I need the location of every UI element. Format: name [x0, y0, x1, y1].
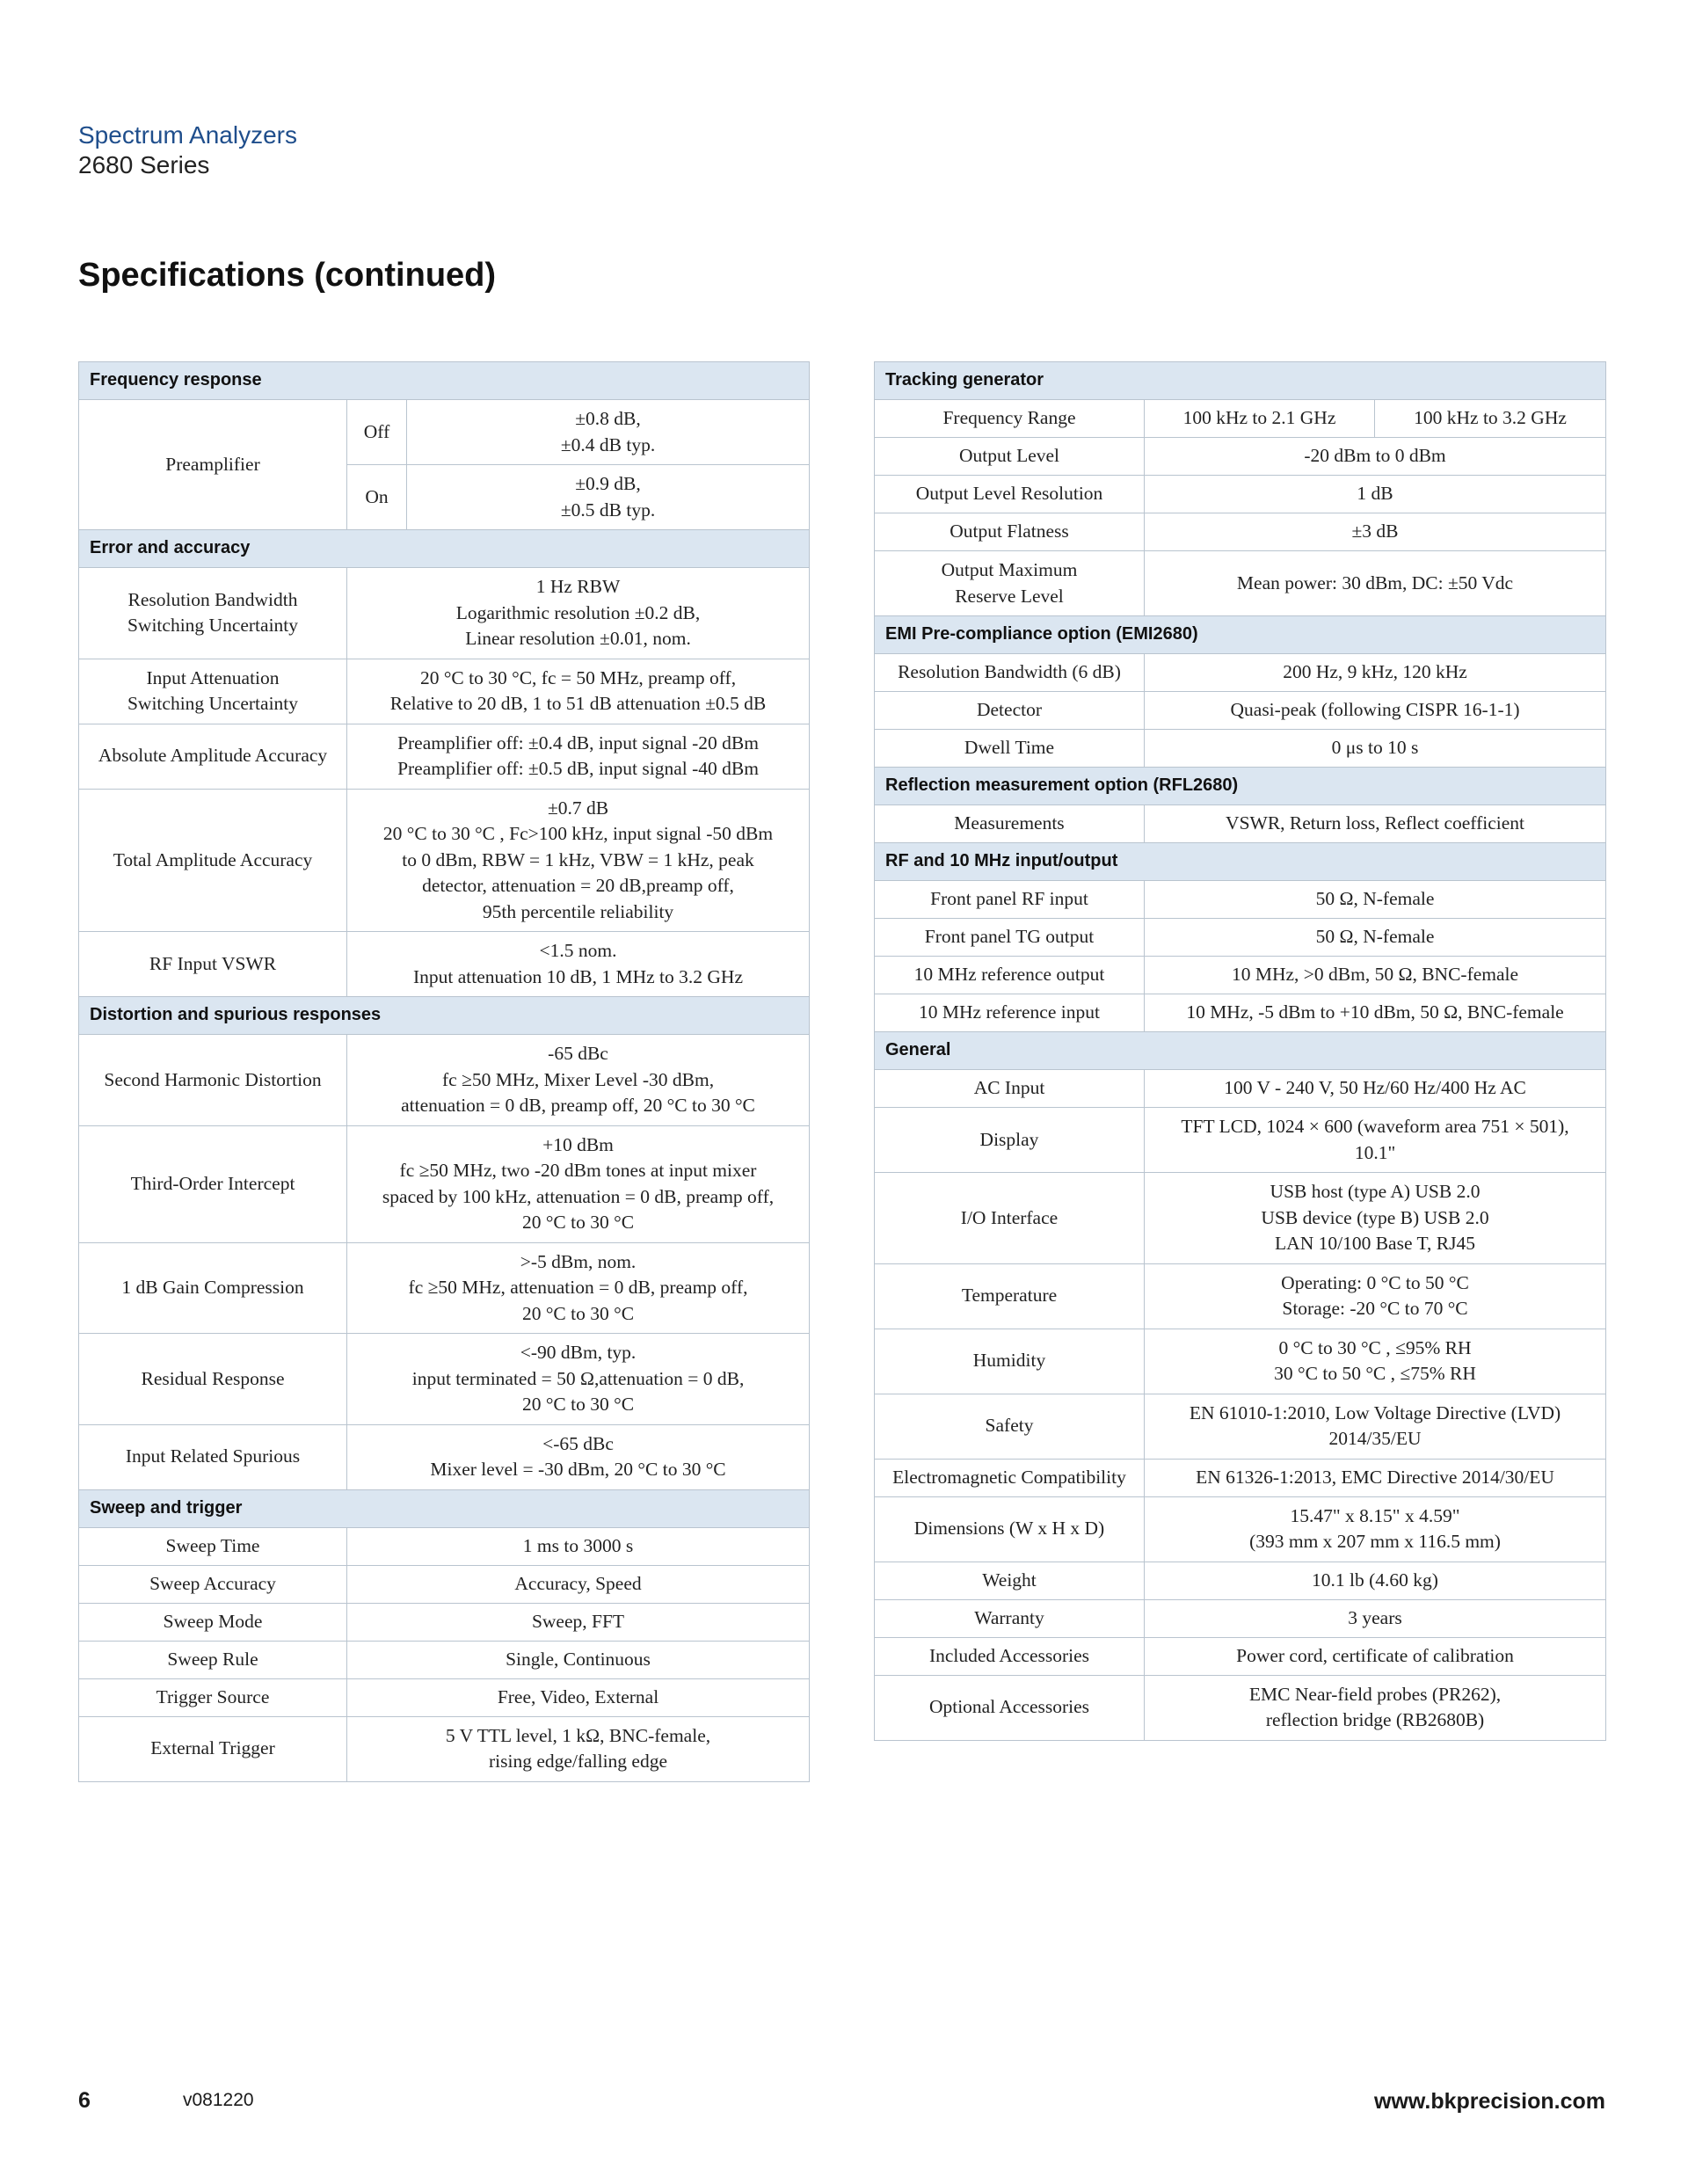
section-frequency-response: Frequency response [79, 362, 810, 400]
spec-label: RF Input VSWR [79, 932, 347, 997]
spec-value: Quasi-peak (following CISPR 16-1-1) [1145, 692, 1606, 730]
header-series: 2680 Series [78, 151, 210, 178]
table-row [875, 1070, 1606, 1108]
spec-value: Power cord, certificate of calibration [1145, 1637, 1606, 1675]
table-row [875, 1637, 1606, 1675]
spec-label: Second Harmonic Distortion [79, 1035, 347, 1126]
table-row [79, 1424, 810, 1489]
table-row [79, 724, 810, 789]
table-row [875, 1329, 1606, 1394]
spec-label: Dwell Time [875, 730, 1145, 768]
table-row [79, 1125, 810, 1242]
spec-value: Sweep, FFT [347, 1603, 810, 1641]
spec-value: 1 dB [1145, 476, 1606, 513]
table-row [875, 957, 1606, 994]
spec-label: Sweep Accuracy [79, 1565, 347, 1603]
spec-table-right [874, 361, 1606, 1741]
version-code: v081220 [183, 2090, 254, 2110]
spec-label: Preamplifier [79, 400, 347, 530]
spec-label: Display [875, 1108, 1145, 1173]
table-row [79, 1527, 810, 1565]
spec-value: 0 μs to 10 s [1145, 730, 1606, 768]
spec-value: <-65 dBc Mixer level = -30 dBm, 20 °C to 30 °C [347, 1424, 810, 1489]
table-row [79, 1242, 810, 1334]
table-row [875, 654, 1606, 692]
spec-label: Dimensions (W x H x D) [875, 1496, 1145, 1562]
spec-value: USB host (type A) USB 2.0 USB device (type B) USB 2.0 LAN 10/100 Base T, RJ45 [1145, 1173, 1606, 1264]
spec-label: Front panel TG output [875, 919, 1145, 957]
spec-value: 100 kHz to 3.2 GHz [1375, 400, 1606, 438]
spec-value: 10.1 lb (4.60 kg) [1145, 1562, 1606, 1599]
spec-label: Third-Order Intercept [79, 1125, 347, 1242]
table-row [79, 1334, 810, 1425]
spec-label: Residual Response [79, 1334, 347, 1425]
table-row [875, 1599, 1606, 1637]
table-row [875, 1394, 1606, 1459]
spec-value: 3 years [1145, 1599, 1606, 1637]
spec-value: 20 °C to 30 °C, fc = 50 MHz, preamp off, Relative to 20 dB, 1 to 51 dB attenuation ±0.5 dB [347, 659, 810, 724]
table-row [79, 1035, 810, 1126]
spec-value: <-90 dBm, typ. input terminated = 50 Ω,attenuation = 0 dB, 20 °C to 30 °C [347, 1334, 810, 1425]
table-row [875, 551, 1606, 616]
table-row [79, 1716, 810, 1781]
section-general: General [875, 1032, 1606, 1070]
table-row [79, 1641, 810, 1678]
spec-value: ±0.8 dB, ±0.4 dB typ. [407, 400, 810, 465]
page-title: Specifications (continued) [78, 257, 497, 294]
spec-value: >-5 dBm, nom. fc ≥50 MHz, attenuation = 0 dB, preamp off, 20 °C to 30 °C [347, 1242, 810, 1334]
spec-value: VSWR, Return loss, Reflect coefficient [1145, 805, 1606, 843]
spec-label: Frequency Range [875, 400, 1145, 438]
spec-label: Output Flatness [875, 513, 1145, 551]
table-row [875, 1496, 1606, 1562]
section-emi-option: EMI Pre-compliance option (EMI2680) [875, 616, 1606, 654]
spec-label: Output Level [875, 438, 1145, 476]
spec-label: Safety [875, 1394, 1145, 1459]
table-row [875, 1562, 1606, 1599]
table-row [79, 932, 810, 997]
spec-label: Resolution Bandwidth Switching Uncertainty [79, 568, 347, 659]
spec-label: Included Accessories [875, 1637, 1145, 1675]
spec-label: Optional Accessories [875, 1675, 1145, 1740]
table-row [79, 400, 810, 465]
spec-label: Trigger Source [79, 1678, 347, 1716]
spec-value: 100 V - 240 V, 50 Hz/60 Hz/400 Hz AC [1145, 1070, 1606, 1108]
spec-label: 1 dB Gain Compression [79, 1242, 347, 1334]
spec-value: 100 kHz to 2.1 GHz [1145, 400, 1375, 438]
spec-value: ±3 dB [1145, 513, 1606, 551]
table-row [875, 1263, 1606, 1329]
spec-value: ±0.7 dB 20 °C to 30 °C , Fc>100 kHz, input signal -50 dBm to 0 dBm, RBW = 1 kHz, VBW = 1 kHz, peak detector, attenuation = 20 dB,preamp off, 95th percentile reliability [347, 789, 810, 932]
table-row [875, 1108, 1606, 1173]
header-title: Spectrum Analyzers [78, 121, 297, 149]
spec-value: 1 ms to 3000 s [347, 1527, 810, 1565]
spec-value: +10 dBm fc ≥50 MHz, two -20 dBm tones at input mixer spaced by 100 kHz, attenuation = 0 dB, preamp off, 20 °C to 30 °C [347, 1125, 810, 1242]
table-row [875, 805, 1606, 843]
table-row [875, 513, 1606, 551]
spec-value: 15.47" x 8.15" x 4.59" (393 mm x 207 mm x 116.5 mm) [1145, 1496, 1606, 1562]
section-rf-io: RF and 10 MHz input/output [875, 843, 1606, 881]
spec-label: Total Amplitude Accuracy [79, 789, 347, 932]
table-row [79, 1678, 810, 1716]
spec-value: 10 MHz, -5 dBm to +10 dBm, 50 Ω, BNC-female [1145, 994, 1606, 1032]
spec-label: Electromagnetic Compatibility [875, 1459, 1145, 1496]
spec-value: Single, Continuous [347, 1641, 810, 1678]
spec-label: 10 MHz reference input [875, 994, 1145, 1032]
spec-value: EN 61326-1:2013, EMC Directive 2014/30/EU [1145, 1459, 1606, 1496]
spec-value: EMC Near-field probes (PR262), reflection bridge (RB2680B) [1145, 1675, 1606, 1740]
website-link[interactable]: www.bkprecision.com [1373, 2089, 1605, 2114]
spec-value: 1 Hz RBW Logarithmic resolution ±0.2 dB, Linear resolution ±0.01, nom. [347, 568, 810, 659]
section-error-accuracy: Error and accuracy [79, 530, 810, 568]
table-row [875, 476, 1606, 513]
spec-value: 50 Ω, N-female [1145, 881, 1606, 919]
spec-value: 200 Hz, 9 kHz, 120 kHz [1145, 654, 1606, 692]
spec-label: I/O Interface [875, 1173, 1145, 1264]
spec-label: Weight [875, 1562, 1145, 1599]
table-row [875, 1173, 1606, 1264]
table-row [79, 1603, 810, 1641]
table-row [875, 400, 1606, 438]
spec-label: Sweep Mode [79, 1603, 347, 1641]
spec-value: 10 MHz, >0 dBm, 50 Ω, BNC-female [1145, 957, 1606, 994]
spec-label: Absolute Amplitude Accuracy [79, 724, 347, 789]
spec-value: Preamplifier off: ±0.4 dB, input signal -20 dBm Preamplifier off: ±0.5 dB, input signal -40 dBm [347, 724, 810, 789]
spec-label: Sweep Time [79, 1527, 347, 1565]
spec-value: -20 dBm to 0 dBm [1145, 438, 1606, 476]
spec-label: Output Maximum Reserve Level [875, 551, 1145, 616]
spec-value: 50 Ω, N-female [1145, 919, 1606, 957]
spec-label: 10 MHz reference output [875, 957, 1145, 994]
section-distortion: Distortion and spurious responses [79, 997, 810, 1035]
spec-label: Measurements [875, 805, 1145, 843]
spec-table-left [78, 361, 810, 1782]
spec-value: Accuracy, Speed [347, 1565, 810, 1603]
table-row [79, 789, 810, 932]
spec-label: Input Related Spurious [79, 1424, 347, 1489]
table-row [875, 994, 1606, 1032]
spec-label: Input Attenuation Switching Uncertainty [79, 659, 347, 724]
spec-label: Humidity [875, 1329, 1145, 1394]
page-number: 6 [78, 2088, 91, 2113]
section-reflection-option: Reflection measurement option (RFL2680) [875, 768, 1606, 805]
spec-value: Free, Video, External [347, 1678, 810, 1716]
table-row [79, 1565, 810, 1603]
spec-label: Sweep Rule [79, 1641, 347, 1678]
spec-value: -65 dBc fc ≥50 MHz, Mixer Level -30 dBm, attenuation = 0 dB, preamp off, 20 °C to 30 °C [347, 1035, 810, 1126]
table-row [875, 692, 1606, 730]
spec-label: Resolution Bandwidth (6 dB) [875, 654, 1145, 692]
spec-sublabel: Off [347, 400, 407, 465]
spec-value: 0 °C to 30 °C , ≤95% RH 30 °C to 50 °C , ≤75% RH [1145, 1329, 1606, 1394]
table-row [875, 1459, 1606, 1496]
spec-value: Operating: 0 °C to 50 °C Storage: -20 °C to 70 °C [1145, 1263, 1606, 1329]
spec-value: Mean power: 30 dBm, DC: ±50 Vdc [1145, 551, 1606, 616]
spec-label: External Trigger [79, 1716, 347, 1781]
spec-label: Temperature [875, 1263, 1145, 1329]
table-row [875, 919, 1606, 957]
spec-value: EN 61010-1:2010, Low Voltage Directive (LVD) 2014/35/EU [1145, 1394, 1606, 1459]
table-row [79, 568, 810, 659]
spec-label: Detector [875, 692, 1145, 730]
spec-value: TFT LCD, 1024 × 600 (waveform area 751 × 501), 10.1" [1145, 1108, 1606, 1173]
spec-label: Warranty [875, 1599, 1145, 1637]
spec-label: Front panel RF input [875, 881, 1145, 919]
section-tracking-generator: Tracking generator [875, 362, 1606, 400]
table-row [875, 730, 1606, 768]
section-sweep-trigger: Sweep and trigger [79, 1489, 810, 1527]
spec-label: Output Level Resolution [875, 476, 1145, 513]
table-row [875, 1675, 1606, 1740]
spec-value: <1.5 nom. Input attenuation 10 dB, 1 MHz to 3.2 GHz [347, 932, 810, 997]
table-row [875, 881, 1606, 919]
spec-value: 5 V TTL level, 1 kΩ, BNC-female, rising edge/falling edge [347, 1716, 810, 1781]
table-row [875, 438, 1606, 476]
spec-sublabel: On [347, 465, 407, 530]
table-row [79, 659, 810, 724]
spec-value: ±0.9 dB, ±0.5 dB typ. [407, 465, 810, 530]
spec-label: AC Input [875, 1070, 1145, 1108]
